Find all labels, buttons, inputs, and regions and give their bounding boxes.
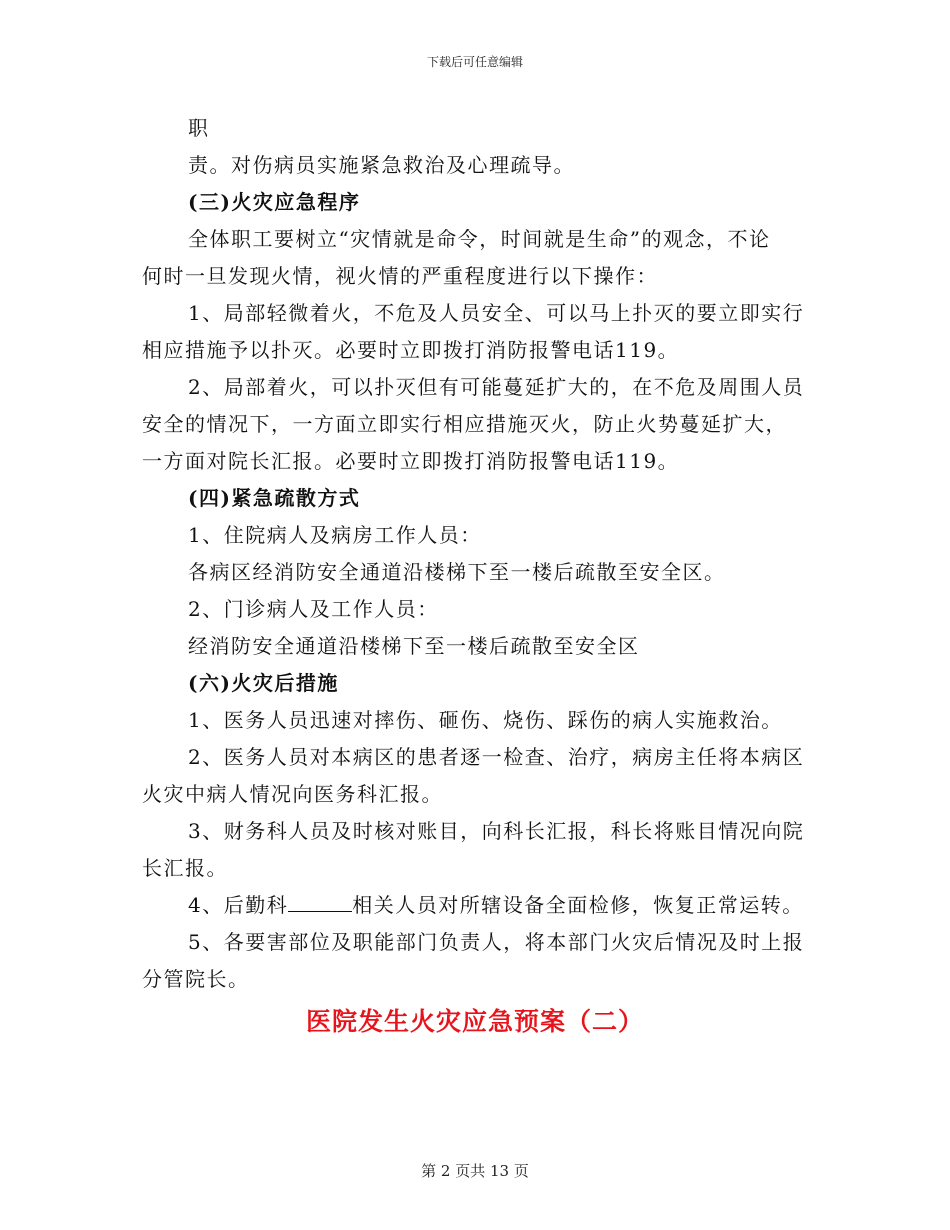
paragraph-line: 经消防安全通道沿楼梯下至一楼后疏散至安全区 <box>188 634 640 658</box>
paragraph-line: 火灾中病人情况向医务科汇报。 <box>142 782 443 806</box>
paragraph-line: 3、财务科人员及时核对账目，向科长汇报，科长将账目情况向院 <box>188 819 805 843</box>
paragraph-line: 各病区经消防安全通道沿楼梯下至一楼后疏散至安全区。 <box>188 560 726 584</box>
paragraph-line: 全体职工要树立“灾情就是命令，时间就是生命”的观念，不论 <box>188 227 771 251</box>
paragraph-line-with-blank <box>142 887 810 924</box>
paragraph-line: 5、各要害部位及职能部门负责人，将本部门火灾后情况及时上报 <box>188 930 805 954</box>
paragraph-line: 责。对伤病员实施紧急救治及心理疏导。 <box>188 153 575 177</box>
fill-in-blank <box>288 893 352 912</box>
section-heading-evacuation: (四)紧急疏散方式 <box>188 486 361 510</box>
paragraph-line: 1、医务人员迅速对摔伤、砸伤、烧伤、踩伤的病人实施救治。 <box>188 708 783 732</box>
paragraph-line: 分管院长。 <box>142 967 250 991</box>
paragraph-line: 相应措施予以扑灭。必要时立即拨打消防报警电话119。 <box>142 338 680 362</box>
section-title: 医院发生火灾应急预案（二） <box>305 1007 644 1036</box>
line-text-before-blank: 4、后勤科 <box>188 893 289 917</box>
paragraph-line: 2、门诊病人及工作人员： <box>188 597 439 621</box>
page-footer: 第 2 页共 13 页 <box>421 1162 529 1180</box>
line-text-after-blank: 相关人员对所辖设备全面检修，恢复正常运转。 <box>352 893 804 917</box>
section-heading-after-fire: (六)火灾后措施 <box>188 671 339 695</box>
paragraph-line: 职 <box>188 116 210 140</box>
paragraph-line: 1、局部轻微着火，不危及人员安全、可以马上扑灭的要立即实行 <box>188 301 805 325</box>
paragraph-line: 安全的情况下，一方面立即实行相应措施灭火，防止火势蔓延扩大， <box>142 412 787 436</box>
paragraph-line: 一方面对院长汇报。必要时立即拨打消防报警电话119。 <box>142 449 680 473</box>
paragraph-line: 2、医务人员对本病区的患者逐一检查、治疗，病房主任将本病区 <box>188 745 805 769</box>
paragraph-line: 何时一旦发现火情，视火情的严重程度进行以下操作： <box>142 264 658 288</box>
paragraph-line: 2、局部着火，可以扑灭但有可能蔓延扩大的，在不危及周围人员 <box>188 375 805 399</box>
page-header: 下载后可任意编辑 <box>426 55 523 69</box>
paragraph-line: 1、住院病人及病房工作人员： <box>188 523 482 547</box>
section-heading-fire-procedure: (三)火灾应急程序 <box>188 190 361 214</box>
document-body <box>142 110 810 998</box>
paragraph-line: 长汇报。 <box>142 856 228 880</box>
